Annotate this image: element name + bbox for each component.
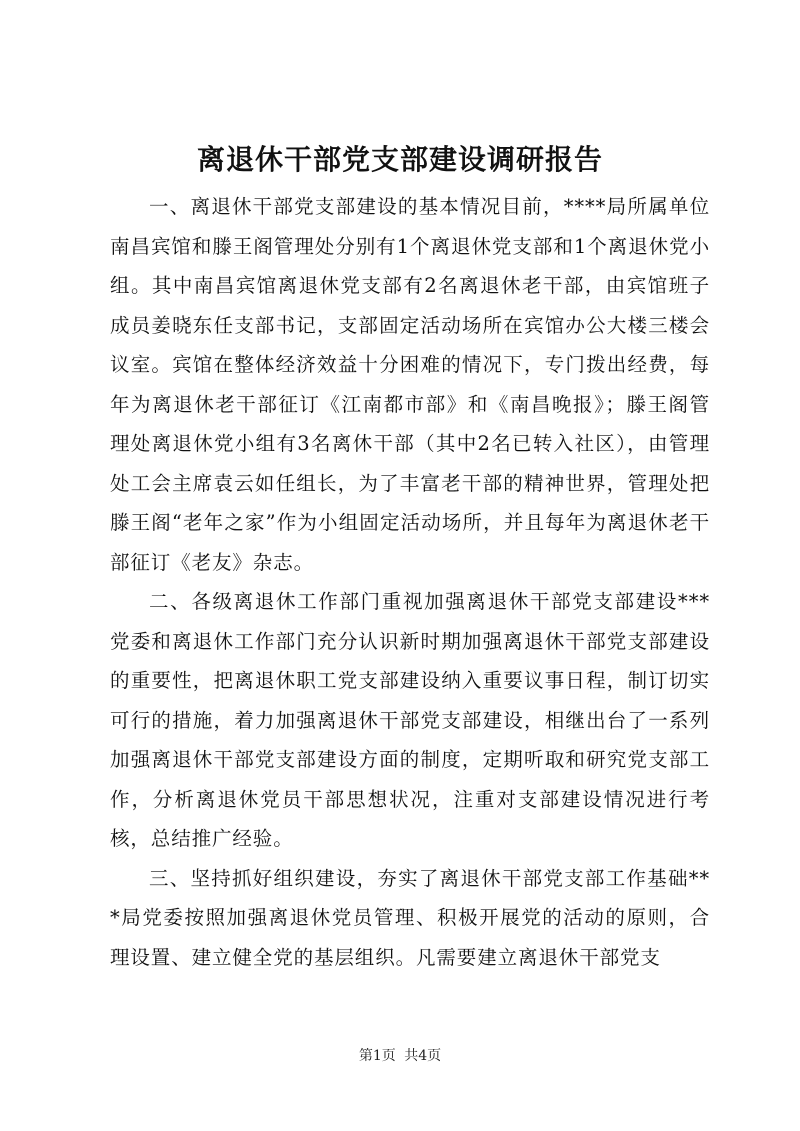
- paragraph-departments-attention: 二、各级离退休工作部门重视加强离退休干部党支部建设***党委和离退休工作部门充分认识新时期加强离退休干部党支部建设的重要性，把离退休职工党支部建设纳入重要议事日程，制订切实可行的措施，着力加强离退休干部党支部建设，相继出台了一系列加强离退休干部党支部建设方面的制度，定期听取和研究党支部工作，分析离退休党员干部思想状况，注重对支部建设情况进行考核，总结推广经验。: [110, 590, 710, 850]
- document-body: [110, 187, 710, 977]
- page-total: 共4页: [404, 1048, 442, 1064]
- page-number: 第1页: [358, 1048, 396, 1064]
- paragraph-organization-building: 三、坚持抓好组织建设，夯实了离退休干部党支部工作基础***局党委按照加强离退休党员管理、积极开展党的活动的原则，合理设置、建立健全党的基层组织。凡需要建立离退休干部党支: [110, 866, 710, 969]
- document-title: 离退休干部党支部建设调研报告: [196, 143, 603, 176]
- page-footer: [0, 1046, 800, 1066]
- paragraph-basic-situation: 一、离退休干部党支部建设的基本情况目前，****局所属单位南昌宾馆和滕王阁管理处分别有1个离退休党支部和1个离退休党小组。其中南昌宾馆离退休党支部有2名离退休老干部，由宾馆班子成员姜晓东任支部书记，支部固定活动场所在宾馆办公大楼三楼会议室。宾馆在整体经济效益十分困难的情况下，专门拨出经费，每年为离退休老干部征订《江南都市部》和《南昌晚报》；滕王阁管理处离退休党小组有3名离休干部（其中2名已转入社区），由管理处工会主席袁云如任组长，为了丰富老干部的精神世界，管理处把滕王阁“老年之家”作为小组固定活动场所，并且每年为离退休老干部征订《老友》杂志。: [110, 195, 710, 574]
